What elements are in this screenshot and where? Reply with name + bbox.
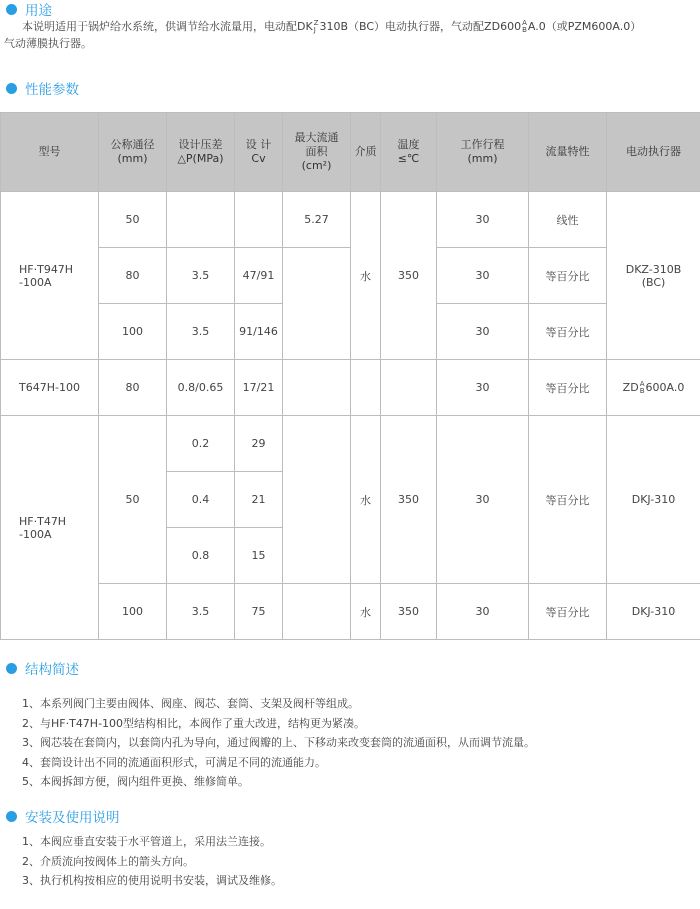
g1-r1-cv: [235, 192, 283, 248]
g3-last-cv: 75: [235, 584, 283, 640]
g1-r2-flow: 等百分比: [529, 248, 607, 304]
g2-dn: 80: [99, 360, 167, 416]
g3-s1-cv: 29: [235, 416, 283, 472]
bullet-dot-icon: [6, 663, 17, 674]
header-actuator: 电动执行器: [607, 113, 700, 192]
g3-last-area-empty: [283, 584, 351, 640]
table-row: [1, 416, 700, 472]
header-area: 最大流通 面积 (cm²): [283, 113, 351, 192]
header-medium: 介质: [351, 113, 381, 192]
g2-actuator: [607, 360, 700, 416]
g2-act-sub: B: [639, 386, 645, 395]
table-header-row: [1, 113, 700, 192]
bullet-dot-icon: [6, 83, 17, 94]
g3-stroke: 30: [437, 416, 529, 584]
g3-s3-dp: 0.8: [167, 528, 235, 584]
g1-r3-stroke: 30: [437, 304, 529, 360]
g3-last-actuator: DKJ-310: [607, 584, 700, 640]
g2-medium-empty: [351, 360, 381, 416]
g2-stroke: 30: [437, 360, 529, 416]
g1-r1-flow: 线性: [529, 192, 607, 248]
g1-r1-dp: [167, 192, 235, 248]
header-temp: 温度 ≤℃: [381, 113, 437, 192]
g3-s2-dp: 0.4: [167, 472, 235, 528]
g3-s2-cv: 21: [235, 472, 283, 528]
g2-temp-empty: [381, 360, 437, 416]
header-flow: 流量特性: [529, 113, 607, 192]
g1-area-empty: [283, 248, 351, 360]
g2-act-stack: [640, 381, 645, 395]
header-cv: 设 计 Cv: [235, 113, 283, 192]
g2-act-prefix: ZD: [622, 380, 639, 394]
g3-model: HF·T47H -100A: [1, 416, 99, 640]
g3-last-temp: 350: [381, 584, 437, 640]
zd-sub: B: [522, 26, 527, 34]
table-row: [1, 360, 700, 416]
dk-super: Z: [313, 19, 319, 27]
table-row: [1, 192, 700, 248]
list-item: 1、本系列阀门主要由阀体、阀座、阀芯、套筒、支架及阀杆等组成。: [22, 697, 359, 710]
list-item: 3、执行机构按相应的使用说明书安装，调试及维修。: [22, 874, 282, 888]
zd-super: A: [522, 19, 527, 27]
section-install-title: 安装及使用说明: [25, 810, 120, 826]
g3-last-stroke: 30: [437, 584, 529, 640]
g1-temp: 350: [381, 192, 437, 360]
g3-last-medium: 水: [351, 584, 381, 640]
g3-s1-dp: 0.2: [167, 416, 235, 472]
g3-last-flow: 等百分比: [529, 584, 607, 640]
header-stroke: 工作行程 (mm): [437, 113, 529, 192]
g1-model: HF·T947H -100A: [1, 192, 99, 360]
g3-actuator: DKJ-310: [607, 416, 700, 584]
g2-model: T647H-100: [1, 360, 99, 416]
g1-r2-dp: 3.5: [167, 248, 235, 304]
list-item: 2、介质流向按阀体上的箭头方向。: [22, 854, 194, 868]
section-structure-header: [6, 658, 79, 678]
g3-last-dp: 3.5: [167, 584, 235, 640]
g3-medium: 水: [351, 416, 381, 584]
list-item: 3、阀芯装在套筒内，以套筒内孔为导向，通过阀瓣的上、下移动来改变套筒的流通面积，从而调节流量。: [22, 736, 535, 750]
g1-r2-cv: 47/91: [235, 248, 283, 304]
g2-cv: 17/21: [235, 360, 283, 416]
usage-text-1: 本说明适用于锅炉给水系统，供调节给水流量用，电动配DK: [22, 20, 313, 33]
g2-flow: 等百分比: [529, 360, 607, 416]
g1-r1-stroke: 30: [437, 192, 529, 248]
section-params-title: 性能参数: [25, 82, 79, 98]
g1-r3-flow: 等百分比: [529, 304, 607, 360]
header-dn: 公称通径 (mm): [99, 113, 167, 192]
g3-flow: 等百分比: [529, 416, 607, 584]
bullet-dot-icon: [6, 4, 17, 15]
install-list: [22, 832, 282, 891]
g1-r1-dn: 50: [99, 192, 167, 248]
usage-paragraph: [4, 18, 641, 52]
section-usage-header: [6, 0, 52, 19]
g2-act-super: A: [639, 379, 645, 388]
g3-dn50: 50: [99, 416, 167, 584]
dk-sub: J: [313, 26, 316, 34]
structure-list: [22, 694, 535, 792]
list-item: 4、套筒设计出不同的流通面积形式，可满足不同的流通能力。: [22, 755, 326, 769]
zd-stack: [522, 20, 527, 34]
header-model: 型号: [1, 113, 99, 192]
g3-area-empty: [283, 416, 351, 584]
section-install-header: [6, 806, 120, 826]
g3-last-dn: 100: [99, 584, 167, 640]
list-item: 1、本阀应垂直安装于水平管道上，采用法兰连接。: [22, 835, 271, 848]
spec-table: [0, 112, 700, 640]
g1-r2-dn: 80: [99, 248, 167, 304]
usage-text-zd-mid: 600: [500, 20, 522, 33]
g2-dp: 0.8/0.65: [167, 360, 235, 416]
g2-area-empty: [283, 360, 351, 416]
list-item: 5、本阀拆卸方便，阀内组件更换、维修简单。: [22, 775, 249, 789]
g1-medium: 水: [351, 192, 381, 360]
section-params-header: [6, 78, 79, 98]
g1-r2-stroke: 30: [437, 248, 529, 304]
bullet-dot-icon: [6, 811, 17, 822]
dk-stack: [314, 20, 319, 34]
usage-text-line2: 气动薄膜执行器。: [4, 37, 92, 50]
g1-r3-cv: 91/146: [235, 304, 283, 360]
g1-r1-area: 5.27: [283, 192, 351, 248]
g3-temp: 350: [381, 416, 437, 584]
g1-r3-dn: 100: [99, 304, 167, 360]
g1-actuator: DKZ-310B (BC): [607, 192, 700, 360]
list-item: 2、与HF·T47H-100型结构相比，本阀作了重大改进，结构更为紧凑。: [22, 716, 366, 730]
g2-act-suffix: 600A.0: [645, 380, 685, 394]
section-structure-title: 结构简述: [25, 662, 79, 678]
header-dp: 设计压差 △P(MPa): [167, 113, 235, 192]
g3-s3-cv: 15: [235, 528, 283, 584]
usage-text-3: A.0（或PZM600A.0）: [527, 20, 642, 33]
g1-r3-dp: 3.5: [167, 304, 235, 360]
section-usage-title: 用途: [25, 3, 52, 19]
table-row: [1, 248, 700, 304]
table-row: [1, 584, 700, 640]
usage-text-2: 310B（BC）电动执行器，气动配ZD: [319, 20, 501, 33]
